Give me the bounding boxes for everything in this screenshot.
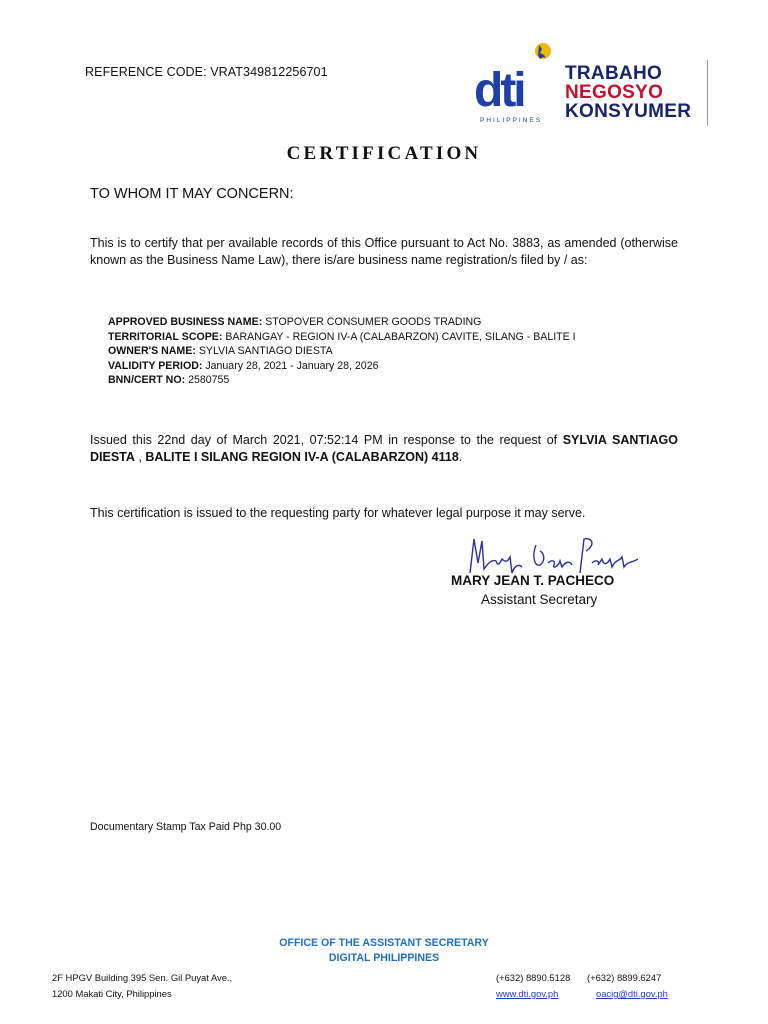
detail-value: STOPOVER CONSUMER GOODS TRADING bbox=[265, 316, 482, 328]
reference-code: REFERENCE CODE: VRAT349812256701 bbox=[85, 65, 328, 79]
stamp-tax-note: Documentary Stamp Tax Paid Php 30.00 bbox=[90, 821, 282, 833]
document-title: CERTIFICATION bbox=[286, 143, 482, 164]
campaign-logo-line-1: TRABAHO bbox=[565, 63, 663, 84]
issued-text: Issued this 22nd day of March 2021, 07:52:14 PM in response to the request of bbox=[90, 433, 563, 447]
detail-row-territorial-scope bbox=[108, 330, 576, 345]
trabaho-negosyo-konsyumer-logo bbox=[563, 60, 708, 126]
salutation: TO WHOM IT MAY CONCERN: bbox=[90, 186, 294, 202]
address-line-2: 1200 Makati City, Philippines bbox=[52, 988, 172, 999]
signatory-name: MARY JEAN T. PACHECO bbox=[451, 573, 615, 588]
intro-paragraph: This is to certify that per available records of this Office pursuant to Act No. 3883, as amended (otherwise known as the Business Name Law), there is/are business name registration/s filed by / as: bbox=[90, 236, 678, 267]
dti-logo-text: dti bbox=[474, 64, 524, 117]
detail-row-owner-name bbox=[108, 344, 576, 359]
office-division: DIGITAL PHILIPPINES bbox=[328, 952, 440, 964]
requester-address: BALITE I SILANG REGION IV-A (CALABARZON) 4118 bbox=[145, 450, 459, 464]
detail-value: January 28, 2021 - January 28, 2026 bbox=[205, 359, 379, 372]
signature-stroke bbox=[580, 539, 638, 573]
registration-details bbox=[108, 315, 576, 388]
signatory-title: Assistant Secretary bbox=[481, 592, 598, 607]
detail-row-bnn-cert-no bbox=[108, 373, 576, 388]
phone-number-2: (+632) 8899.6247 bbox=[587, 972, 662, 983]
phone-number-1: (+632) 8890.5128 bbox=[496, 972, 571, 983]
dti-logo bbox=[472, 40, 557, 125]
detail-label: VALIDITY PERIOD: bbox=[108, 359, 203, 372]
detail-value: BARANGAY - REGION IV-A (CALABARZON) CAVITE, SILANG - BALITE I bbox=[225, 330, 576, 343]
detail-label: APPROVED BUSINESS NAME: bbox=[108, 316, 263, 328]
detail-row-business-name bbox=[108, 315, 576, 330]
campaign-logo-line-3: KONSYUMER bbox=[565, 101, 692, 122]
website-link[interactable]: www.dti.gov.ph bbox=[496, 988, 559, 999]
detail-value: SYLVIA SANTIAGO DIESTA bbox=[198, 345, 333, 357]
detail-row-validity-period bbox=[108, 359, 576, 374]
campaign-logo-line-2: NEGOSYO bbox=[565, 82, 664, 103]
detail-label: TERRITORIAL SCOPE: bbox=[108, 330, 223, 343]
dti-logo-subtext: PHILIPPINES bbox=[480, 117, 543, 124]
issued-suffix: . bbox=[458, 450, 463, 464]
detail-label: OWNER'S NAME: bbox=[108, 345, 196, 357]
detail-value: 2580755 bbox=[188, 374, 230, 386]
signature-stroke bbox=[470, 539, 522, 573]
purpose-statement: This certification is issued to the requesting party for whatever legal purpose it may serve. bbox=[90, 506, 586, 520]
address-line-1: 2F HPGV Building 395 Sen. Gil Puyat Ave., bbox=[52, 972, 233, 983]
office-name: OFFICE OF THE ASSISTANT SECRETARY bbox=[279, 937, 489, 949]
signature-stroke bbox=[534, 545, 572, 567]
logo-divider bbox=[707, 60, 708, 126]
issued-paragraph bbox=[90, 432, 678, 466]
email-link[interactable]: oacig@dti.gov.ph bbox=[596, 988, 668, 999]
issued-separator: , bbox=[134, 450, 146, 464]
requester-name: SYLVIA SANTIAGO DIESTA bbox=[90, 433, 679, 464]
detail-label: BNN/CERT NO: bbox=[108, 374, 186, 386]
